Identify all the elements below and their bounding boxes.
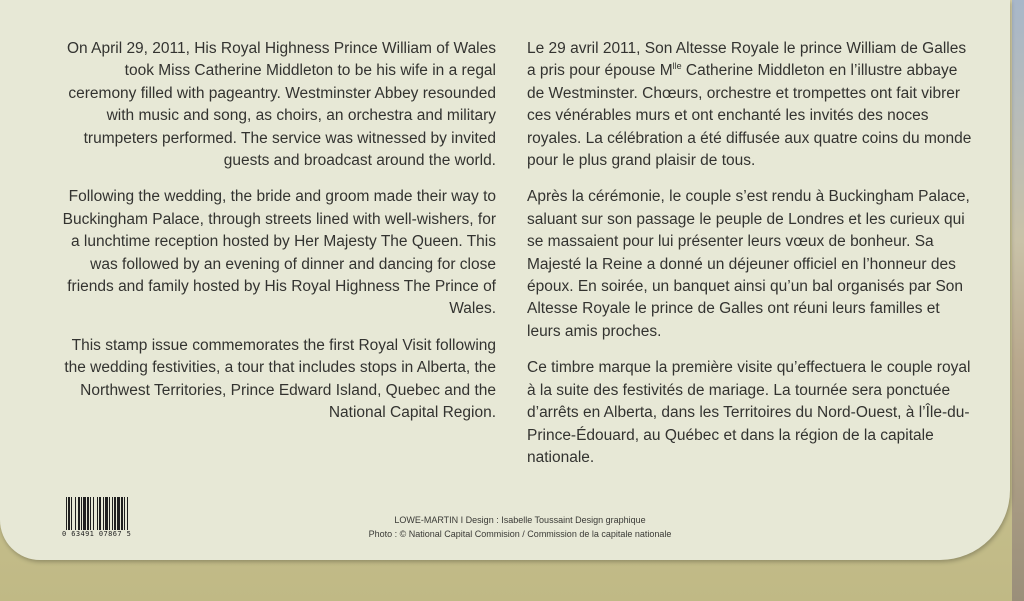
english-paragraph-3: This stamp issue commemorates the first Royal Visit following the wedding festivities, a tour that includes stops in Alberta, the Northwest Territories, Prince Edward Island, Quebec and the National Capital Region. (64, 336, 496, 422)
barcode-digits: 0 63491 07867 5 (62, 530, 158, 538)
french-paragraph-1-superscript: lle (672, 61, 682, 72)
credits (250, 513, 790, 541)
stamp-image-edge (1012, 0, 1024, 601)
english-paragraph-2: Following the wedding, the bride and groom made their way to Buckingham Palace, through streets lined with well-wishers, for a lunchtime reception hosted by Her Majesty The Queen. This was followed by an evening of dinner and dancing for close friends and family hosted by His Royal Highness The Prince of Wales. (62, 188, 496, 318)
french-paragraph-3: Ce timbre marque la première visite qu’effectuera le couple royal à la suite des festivités de mariage. La tournée sera ponctuée d’arrêts en Alberta, dans les Territoires du Nord-Ouest, à l’Île-du-Prince-Édouard, au Québec et dans la région de la capitale nationale. (527, 359, 971, 466)
english-paragraph-1: On April 29, 2011, His Royal Highness Prince William of Wales took Miss Catherine Middleton to be his wife in a regal ceremony filled with pageantry. Westminster Abbey resounded with music and song, as choirs, an orchestra and military trumpeters performed. The service was witnessed by invited guests and broadcast around the world. (67, 40, 496, 170)
credits-photo-line: Photo : © National Capital Commision / Commission de la capitale nationale (368, 529, 672, 539)
barcode-bars (62, 497, 158, 533)
barcode (62, 497, 158, 543)
french-paragraph-1 (527, 38, 977, 172)
english-text-column (60, 38, 496, 439)
french-paragraph-2: Après la cérémonie, le couple s’est rendu à Buckingham Palace, saluant sur son passage le peuple de Londres et les curieux qui se massaient pour lui présenter leurs vœux de bonheur. Sa Majesté la Reine a donné un déjeuner officiel en l’honneur des époux. En soirée, un banquet ainsi qu’un bal organisés par Son Altesse Royale le prince de Galles ont réuni leurs familles et leurs amis proches. (527, 188, 970, 340)
french-text-column (527, 38, 977, 483)
french-paragraph-1-start: Le 29 avril 2011, Son Altesse Royale le prince William de Galles a pris pour épouse M (527, 40, 967, 80)
credits-design-line: LOWE-MARTIN I Design : Isabelle Toussaint Design graphique (394, 515, 646, 525)
french-paragraph-1-end: Catherine Middleton en l’illustre abbaye de Westminster. Chœurs, orchestre et trompettes ont fait vibrer ces vénérables murs et ont enchanté les invités des noces royales. La célébration a été diffusée aux quatre coins du monde pour le plus grand plaisir de tous. (527, 62, 972, 170)
